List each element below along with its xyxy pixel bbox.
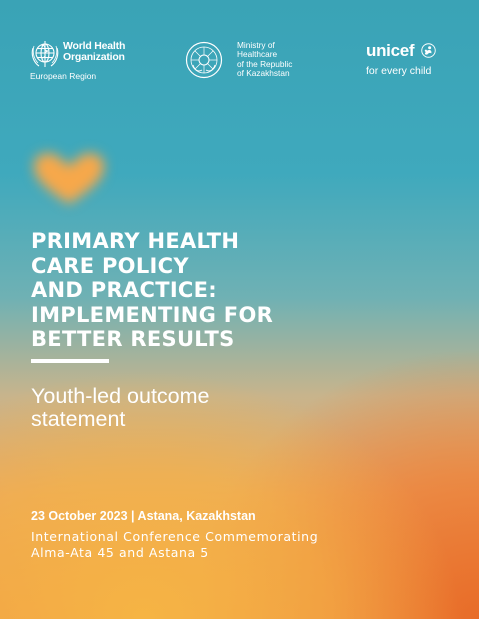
title-divider — [31, 359, 109, 363]
who-region: European Region — [30, 71, 97, 81]
ministry-name-line4: of Kazakhstan — [237, 68, 290, 79]
who-name-line2: Organization — [63, 50, 125, 63]
report-title — [31, 229, 451, 352]
ministry-name-line3: of the Republic — [237, 58, 293, 69]
who-emblem-icon — [29, 38, 61, 70]
partner-logos — [0, 38, 479, 88]
title-line: IMPLEMENTING FOR — [31, 302, 274, 327]
unicef-tagline: for every child — [366, 65, 432, 77]
report-subtitle — [31, 385, 331, 431]
unicef-emblem-icon — [421, 43, 436, 58]
event-dateline: 23 October 2023 | Astana, Kazakhstan — [31, 509, 256, 523]
conference-name — [31, 529, 318, 560]
title-line: AND PRACTICE: — [31, 278, 217, 302]
unicef-wordmark: unicef — [366, 41, 415, 60]
ministry-name-line2: Healthcare — [237, 49, 278, 60]
title-line: CARE POLICY — [31, 253, 189, 278]
ministry-name-line1: Ministry of — [237, 40, 275, 50]
unicef-logo — [366, 42, 446, 82]
who-logo — [29, 38, 139, 84]
subtitle-line: Youth-led outcome — [31, 384, 210, 408]
subtitle-line: statement — [31, 407, 126, 431]
heart-icon — [22, 144, 116, 210]
title-line: PRIMARY HEALTH — [31, 229, 240, 253]
conference-line: International Conference Commemorating — [31, 529, 319, 544]
ministry-name — [237, 41, 317, 79]
conference-line: Alma-Ata 45 and Astana 5 — [31, 544, 209, 560]
title-line: BETTER RESULTS — [31, 327, 235, 351]
kazakhstan-emblem-icon — [185, 41, 223, 79]
ministry-logo — [185, 41, 315, 81]
who-name-line1: World Health — [63, 40, 126, 52]
who-name — [63, 41, 143, 62]
